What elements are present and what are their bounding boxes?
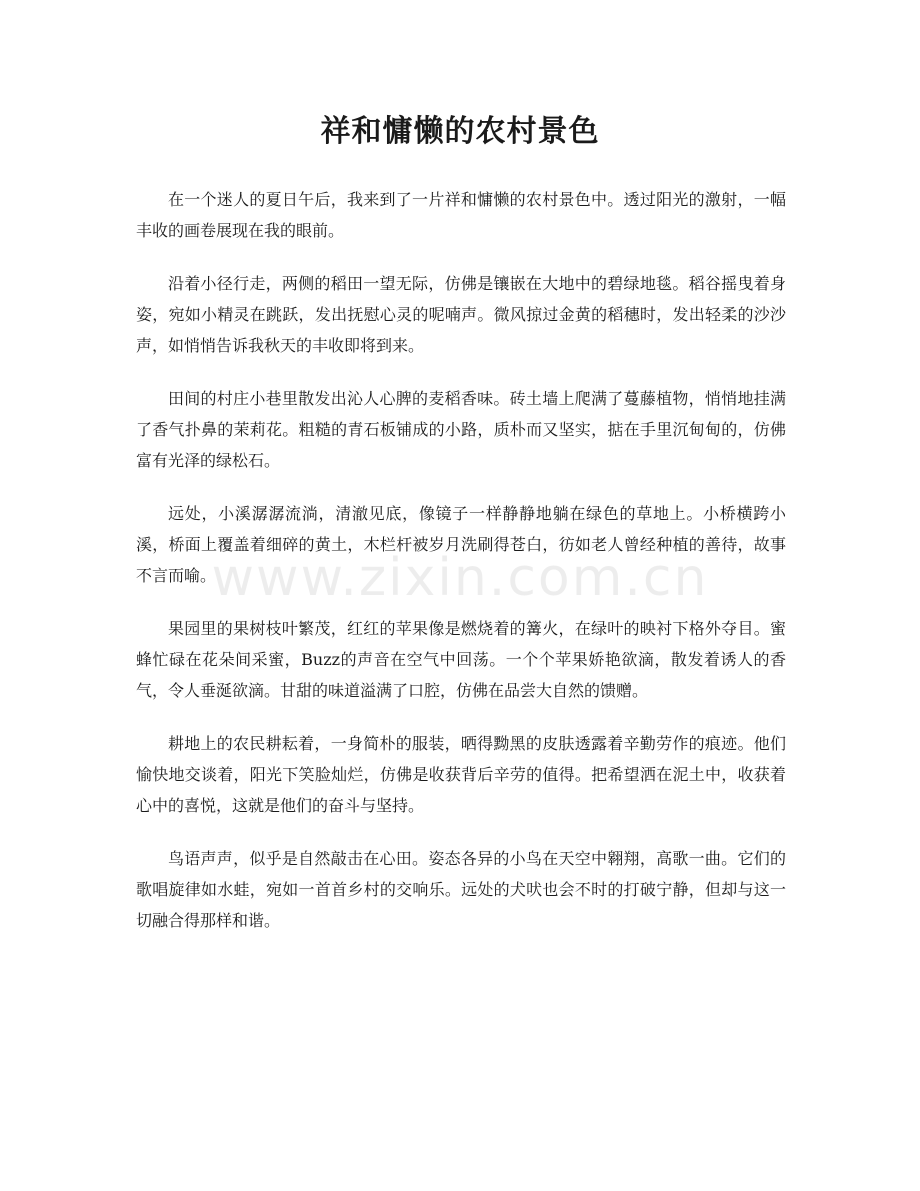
watermark: www.zixin.com.cn (211, 548, 709, 608)
document-title: 祥和慵懒的农村景色 (320, 114, 600, 149)
paragraph-4: 远处，小溪潺潺流淌，清澈见底，像镜子一样静静地躺在绿色的草地上。小桥横跨小溪，桥面上覆盖着细碎的黄土，木栏杆被岁月洗刷得苍白，彷如老人曾经种植的善待，故事不言而喻。 (136, 504, 786, 585)
paragraph-3: 田间的村庄小巷里散发出沁人心脾的麦稻香味。砖土墙上爬满了蔓藤植物，悄悄地挂满了香气扑鼻的茉莉花。粗糙的青石板铺成的小路，质朴而又坚实，掂在手里沉甸甸的，仿佛富有光泽的绿松石。 (136, 389, 786, 470)
paragraph-7: 鸟语声声，似乎是自然敲击在心田。姿态各异的小鸟在天空中翱翔，高歌一曲。它们的歌唱旋律如水蛙，宛如一首首乡村的交响乐。远处的犬吠也会不时的打破宁静，但却与这一切融合得那样和谐。 (136, 849, 786, 930)
paragraph-2: 沿着小径行走，两侧的稻田一望无际，仿佛是镶嵌在大地中的碧绿地毯。稻谷摇曳着身姿，宛如小精灵在跳跃，发出抚慰心灵的呢喃声。微风掠过金黄的稻穗时，发出轻柔的沙沙声，如悄悄告诉我秋天的丰收即将到来。 (136, 274, 786, 355)
document-body (136, 184, 786, 958)
paragraph-6: 耕地上的农民耕耘着，一身简朴的服装，晒得黝黑的皮肤透露着辛勤劳作的痕迹。他们愉快地交谈着，阳光下笑脸灿烂，仿佛是收获背后辛劳的值得。把希望洒在泥土中，收获着心中的喜悦，这就是他们的奋斗与坚持。 (136, 734, 786, 815)
paragraph-1: 在一个迷人的夏日午后，我来到了一片祥和慵懒的农村景色中。透过阳光的激射，一幅丰收的画卷展现在我的眼前。 (136, 190, 786, 240)
paragraph-5: 果园里的果树枝叶繁茂，红红的苹果像是燃烧着的篝火，在绿叶的映衬下格外夺目。蜜蜂忙碌在花朵间采蜜，Buzz的声音在空气中回荡。一个个苹果娇艳欲滴，散发着诱人的香气，令人垂涎欲滴。甘甜的味道溢满了口腔，仿佛在品尝大自然的馈赠。 (136, 619, 786, 700)
